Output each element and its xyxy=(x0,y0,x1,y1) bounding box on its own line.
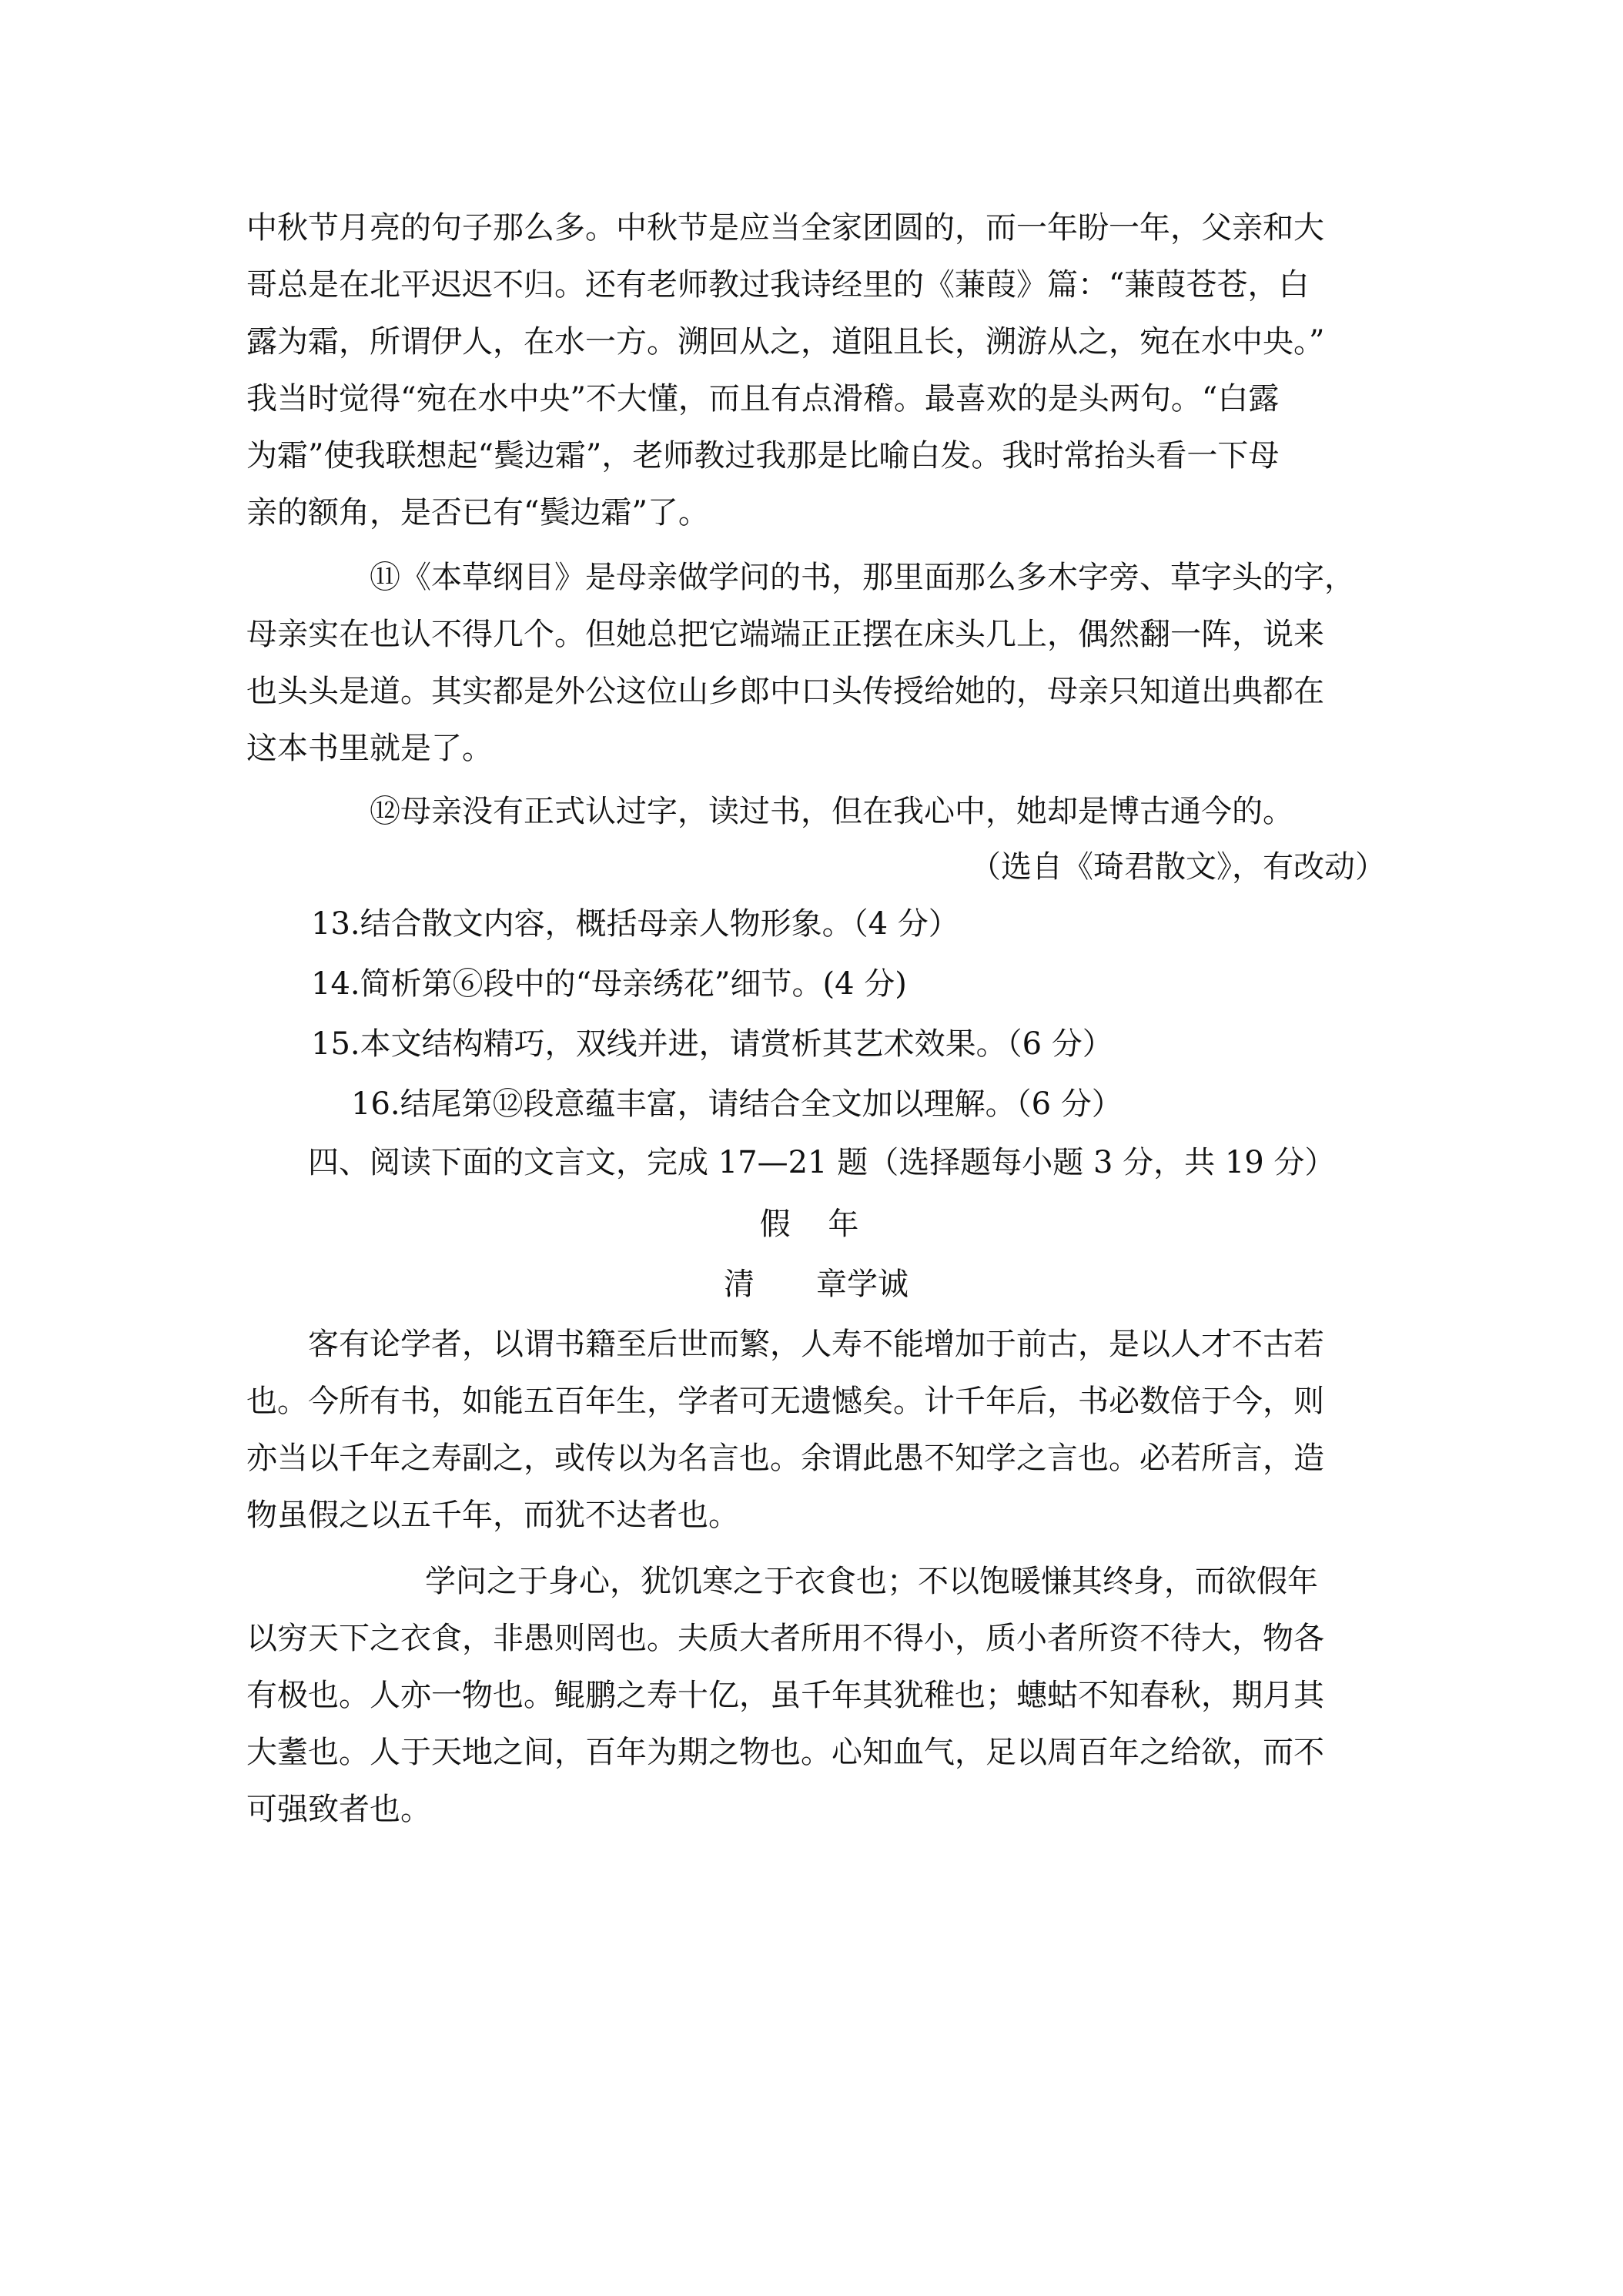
text-line: 亲的额角，是否已有“鬓边霜”了。 xyxy=(246,495,709,530)
text-line: 哥总是在北平迟迟不归。还有老师教过我诗经里的《蒹葭》篇：“蒹葭苍苍，白 xyxy=(246,267,1310,303)
paragraph-11-line: 母亲实在也认不得几个。但她总把它端端正正摆在床头几上，偶然翻一阵，说来 xyxy=(246,617,1324,652)
classical-paragraph-2-line: 大耋也。人于天地之间，百年为期之物也。心知血气，足以周百年之给欲，而不 xyxy=(246,1735,1324,1770)
section-4-heading: 四、阅读下面的文言文，完成 17—21 题（选择题每小题 3 分，共 19 分） xyxy=(308,1145,1336,1180)
classical-paragraph-2-line: 以穷天下之衣食，非愚则罔也。夫质大者所用不得小，质小者所资不待大，物各 xyxy=(246,1621,1324,1656)
paragraph-11-line: 这本书里就是了。 xyxy=(246,731,493,766)
text-line: 我当时觉得“宛在水中央”不大懂，而且有点滑稽。最喜欢的是头两句。“白露 xyxy=(246,381,1280,417)
classical-paragraph-2-line: 可强致者也。 xyxy=(246,1792,431,1827)
essay-author: 清 章学诚 xyxy=(724,1267,909,1302)
question-15: 15.本文结构精巧，双线并进，请赏析其艺术效果。（6 分） xyxy=(311,1026,1113,1062)
question-14: 14.简析第⑥段中的“母亲绣花”细节。(4 分) xyxy=(311,966,907,1002)
question-16: 16.结尾第⑫段意蕴丰富，请结合全文加以理解。（6 分） xyxy=(351,1086,1123,1122)
paragraph-11-line: ⑪《本草纲目》是母亲做学问的书，那里面那么多木字旁、草字头的字， xyxy=(370,560,1355,595)
text-line: 为霜”使我联想起“鬓边霜”，老师教过我那是比喻白发。我时常抬头看一下母 xyxy=(246,438,1280,474)
classical-paragraph-2-line: 学问之于身心，犹饥寒之于衣食也；不以饱暖慊其终身，而欲假年 xyxy=(425,1564,1318,1599)
paragraph-12: ⑫母亲没有正式认过字，读过书，但在我心中，她却是博古通今的。 xyxy=(370,794,1293,829)
classical-paragraph-1-line: 亦当以千年之寿副之，或传以为名言也。余谓此愚不知学之言也。必若所言，造 xyxy=(246,1441,1324,1476)
text-line: 露为霜，所谓伊人，在水一方。溯回从之，道阻且长，溯游从之，宛在水中央。” xyxy=(246,324,1325,360)
classical-paragraph-2-line: 有极也。人亦一物也。鲲鹏之寿十亿，虽千年其犹稚也；蟪蛄不知春秋，期月其 xyxy=(246,1678,1324,1713)
paragraph-11-line: 也头头是道。其实都是外公这位山乡郎中口头传授给她的，母亲只知道出典都在 xyxy=(246,674,1324,709)
source-citation: （选自《琦君散文》，有改动） xyxy=(970,849,1386,885)
classical-paragraph-1-line: 客有论学者，以谓书籍至后世而繁，人寿不能增加于前古，是以人才不古若 xyxy=(308,1327,1324,1362)
essay-title: 假 年 xyxy=(759,1207,873,1242)
classical-paragraph-1-line: 也。今所有书，如能五百年生，学者可无遗憾矣。计千年后，书必数倍于今，则 xyxy=(246,1384,1324,1419)
text-line: 中秋节月亮的句子那么多。中秋节是应当全家团圆的，而一年盼一年，父亲和大 xyxy=(246,210,1324,246)
question-13: 13.结合散文内容，概括母亲人物形象。（4 分） xyxy=(311,906,959,942)
classical-paragraph-1-line: 物虽假之以五千年，而犹不达者也。 xyxy=(246,1498,739,1533)
